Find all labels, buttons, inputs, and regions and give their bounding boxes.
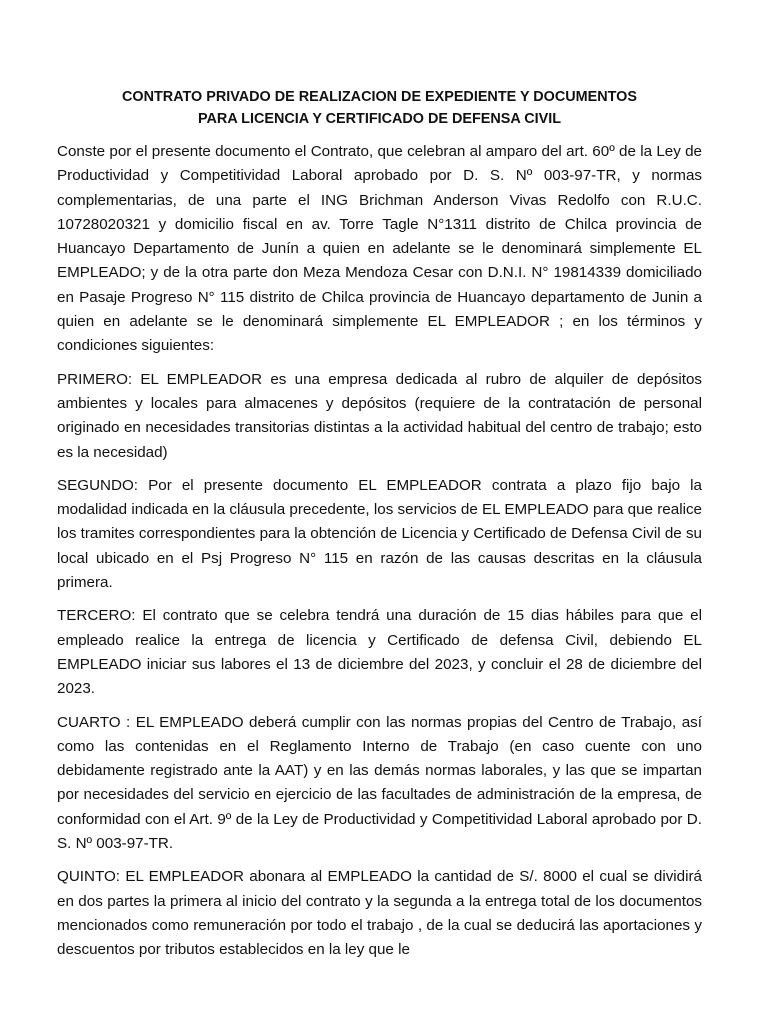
document-page [57,86,702,962]
intro-paragraph: Conste por el presente documento el Contrato, que celebran al amparo del art. 60º de la Ley de Productividad y Competitividad Laboral aprobado por D. S. Nº 003-97-TR, y normas complementarias, de una parte el ING Brichman Anderson Vivas Redolfo con R.U.C. 10728020321 y domicilio fiscal en av. Torre Tagle N°1311 distrito de Chilca provincia de Huancayo Departamento de Junín a quien en adelante se le denominará simplemente EL EMPLEADO; y de la otra parte don Meza Mendoza Cesar con D.N.I. N° 19814339 domiciliado en Pasaje Progreso N° 115 distrito de Chilca provincia de Huancayo departamento de Junin a quien en adelante se le denominará simplemente EL EMPLEADOR ; en los términos y condiciones siguientes: [57,143,702,355]
clause-primero: PRIMERO: EL EMPLEADOR es una empresa dedicada al rubro de alquiler de depósitos ambientes y locales para almacenes y depósitos (requiere de la contratación de personal originado en necesidades transitorias distintas a la actividad habitual del centro de trabajo; esto es la necesidad) [57,370,702,461]
clause-quinto: QUINTO: EL EMPLEADOR abonara al EMPLEADO la cantidad de S/. 8000 el cual se dividirá en dos partes la primera al inicio del contrato y la segunda a la entrega total de los documentos mencionados como remuneración por todo el trabajo , de la cual se deducirá las aportaciones y descuentos por tributos establecidos en la ley que le [57,868,702,959]
clause-segundo: SEGUNDO: Por el presente documento EL EMPLEADOR contrata a plazo fijo bajo la modalidad indicada en la cláusula precedente, los servicios de EL EMPLEADO para que realice los tramites correspondientes para la obtención de Licencia y Certificado de Defensa Civil de su local ubicado en el Psj Progreso N° 115 en razón de las causas descritas en la cláusula primera. [57,476,702,592]
clause-cuarto: CUARTO : EL EMPLEADO deberá cumplir con las normas propias del Centro de Trabajo, así como las contenidas en el Reglamento Interno de Trabajo (en caso cuente con uno debidamente registrado ante la AAT) y en las demás normas laborales, y las que se impartan por necesidades del servicio en ejercicio de las facultades de administración de la empresa, de conformidad con el Art. 9º de la Ley de Productividad y Competitividad Laboral aprobado por D. S. Nº 003-97-TR. [57,713,702,853]
document-title [57,86,702,130]
title-line-1: CONTRATO PRIVADO DE REALIZACION DE EXPEDIENTE Y DOCUMENTOS [122,89,637,105]
title-line-2: PARA LICENCIA Y CERTIFICADO DE DEFENSA CIVIL [198,111,561,127]
clause-tercero: TERCERO: El contrato que se celebra tendrá una duración de 15 dias hábiles para que el empleado realice la entrega de licencia y Certificado de defensa Civil, debiendo EL EMPLEADO iniciar sus labores el 13 de diciembre del 2023, y concluir el 28 de diciembre del 2023. [57,607,702,698]
